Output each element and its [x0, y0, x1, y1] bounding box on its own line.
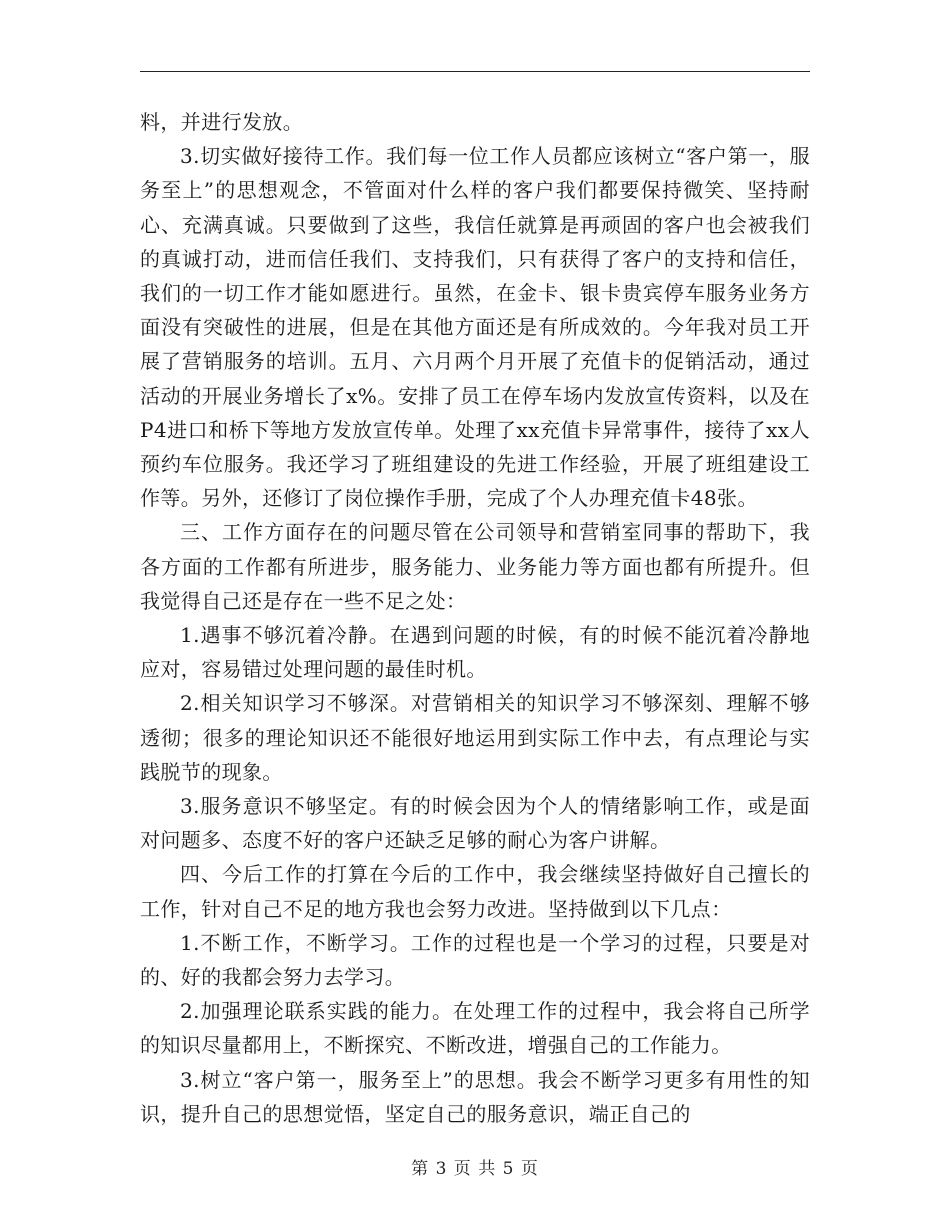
paragraph-8: 2.加强理论联系实践的能力。在处理工作的过程中，我会将自己所学的知识尽量都用上，不断探究、不断改进，增强自己的工作能力。	[140, 999, 810, 1058]
page-footer	[0, 1154, 950, 1179]
paragraph-1: 3.切实做好接待工作。我们每一位工作人员都应该树立“客户第一，服务至上”的思想观念，不管面对什么样的客户我们都要保持微笑、坚持耐心、充满真诚。只要做到了这些，我信任就算是再顽固的客户也会被我们的真诚打动，进而信任我们、支持我们，只有获得了客户的支持和信任，我们的一切工作才能如愿进行。虽然，在金卡、银卡贵宾停车服务业务方面没有突破性的进展，但是在其他方面还是有所成效的。今年我对员工开展了营销服务的培训。五月、六月两个月开展了充值卡的促销活动，通过活动的开展业务增长了x%。安排了员工在停车场内发放宣传资料，以及在P4进口和桥下等地方发放宣传单。处理了xx充值卡异常事件，接待了xx人预约车位服务。我还学习了班组建设的先进工作经验，开展了班组建设工作等。另外，还修订了岗位操作手册，完成了个人办理充值卡48张。	[140, 144, 810, 511]
paragraph-5: 3.服务意识不够坚定。有的时候会因为个人的情绪影响工作，或是面对问题多、态度不好的客户还缺乏足够的耐心为客户讲解。	[140, 794, 810, 853]
header-rule	[140, 71, 810, 72]
paragraph-9: 3.树立“客户第一，服务至上”的思想。我会不断学习更多有用性的知识，提升自己的思想觉悟，坚定自己的服务意识，端正自己的	[140, 1067, 810, 1126]
paragraph-6: 四、今后工作的打算在今后的工作中，我会继续坚持做好自己擅长的工作，针对自己不足的地方我也会努力改进。坚持做到以下几点：	[140, 862, 810, 921]
paragraph-3: 1.遇事不够沉着冷静。在遇到问题的时候，有的时候不能沉着冷静地应对，容易错过处理问题的最佳时机。	[140, 623, 810, 682]
page-number-label: 第 3 页 共 5 页	[411, 1159, 539, 1179]
paragraph-0: 料，并进行发放。	[140, 110, 304, 134]
paragraph-4: 2.相关知识学习不够深。对营销相关的知识学习不够深刻、理解不够透彻；很多的理论知识还不能很好地运用到实际工作中去，有点理论与实践脱节的现象。	[140, 691, 810, 784]
paragraph-7: 1.不断工作，不断学习。工作的过程也是一个学习的过程，只要是对的、好的我都会努力去学习。	[140, 930, 810, 990]
body-text	[140, 105, 810, 1131]
paragraph-2: 三、工作方面存在的问题尽管在公司领导和营销室同事的帮助下，我各方面的工作都有所进步，服务能力、业务能力等方面也都有所提升。但我觉得自己还是存在一些不足之处：	[140, 520, 810, 613]
